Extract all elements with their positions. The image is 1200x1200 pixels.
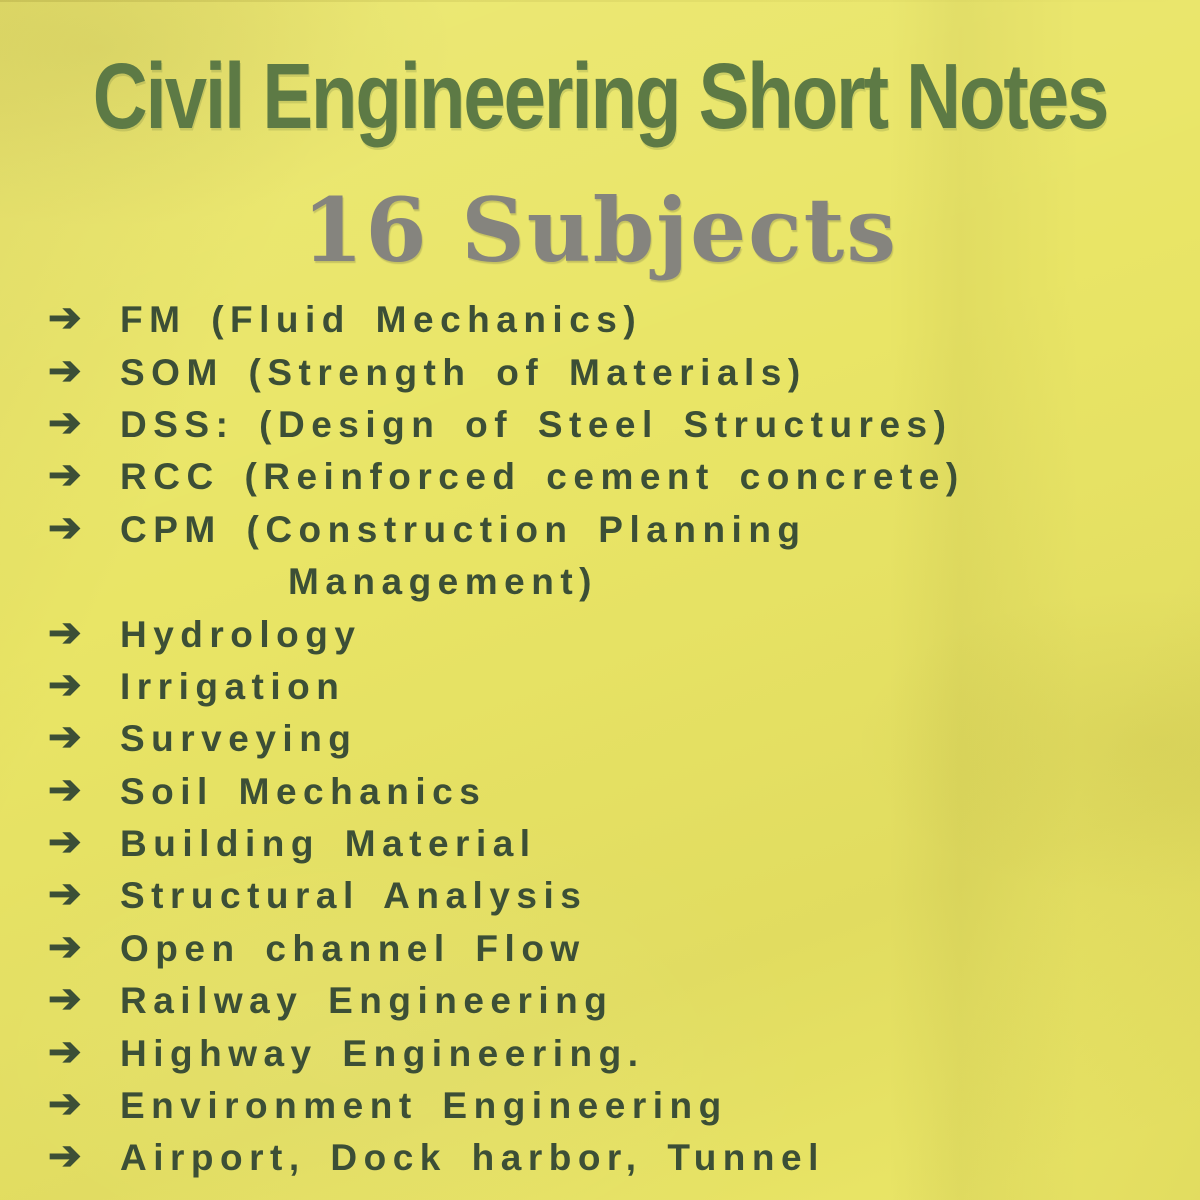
arrow-icon: ➔	[48, 1029, 82, 1074]
subject-item	[48, 923, 1170, 975]
subject-label: Highway Engineering.	[120, 1032, 645, 1074]
arrow-icon: ➔	[48, 872, 82, 917]
arrow-icon: ➔	[48, 348, 82, 393]
arrow-icon: ➔	[48, 767, 82, 812]
arrow-icon: ➔	[48, 715, 82, 760]
subject-label: Building Material	[120, 823, 537, 865]
subject-item	[48, 451, 1170, 503]
subject-item	[48, 975, 1170, 1027]
subject-item-continuation	[48, 556, 1170, 608]
subject-label: Airport, Dock harbor, Tunnel	[120, 1137, 825, 1179]
subject-label: FM (Fluid Mechanics)	[120, 299, 643, 341]
subject-item	[48, 608, 1170, 660]
arrow-icon: ➔	[48, 1134, 82, 1179]
subject-label: Management)	[288, 561, 598, 603]
subject-item	[48, 399, 1170, 451]
subject-label: RCC (Reinforced cement concrete)	[120, 456, 965, 498]
subject-label: Structural Analysis	[120, 875, 588, 917]
paper-crease	[0, 0, 1200, 2]
subject-item	[48, 818, 1170, 870]
subject-label: Railway Engineering	[120, 980, 614, 1022]
subject-item	[48, 294, 1170, 346]
subject-item	[48, 1132, 1170, 1184]
subject-label: Soil Mechanics	[120, 770, 487, 812]
subject-item	[48, 504, 1170, 556]
arrow-icon: ➔	[48, 400, 82, 445]
subject-item	[48, 766, 1170, 818]
arrow-icon: ➔	[48, 505, 82, 550]
subject-label: Environment Engineering	[120, 1085, 728, 1127]
arrow-icon: ➔	[48, 296, 82, 341]
arrow-icon: ➔	[48, 977, 82, 1022]
subjects-list	[48, 294, 1170, 1185]
subject-item	[48, 1027, 1170, 1079]
subject-item	[48, 346, 1170, 398]
arrow-icon: ➔	[48, 610, 82, 655]
poster-title: Civil Engineering Short Notes	[92, 45, 1108, 149]
subject-item	[48, 1080, 1170, 1132]
arrow-icon: ➔	[48, 662, 82, 707]
poster-subtitle: 16 Subjects	[302, 178, 898, 282]
subject-label: Hydrology	[120, 613, 362, 655]
arrow-icon: ➔	[48, 1082, 82, 1127]
subject-label: SOM (Strength of Materials)	[120, 351, 807, 393]
arrow-icon: ➔	[48, 453, 82, 498]
subject-item	[48, 661, 1170, 713]
arrow-icon: ➔	[48, 820, 82, 865]
subject-label: Irrigation	[120, 665, 346, 707]
subject-item	[48, 713, 1170, 765]
subject-label: DSS: (Design of Steel Structures)	[120, 403, 953, 445]
subject-item	[48, 870, 1170, 922]
arrow-icon: ➔	[48, 924, 82, 969]
subject-label: Surveying	[120, 718, 358, 760]
subject-label: CPM (Construction Planning	[120, 508, 807, 550]
subject-label: Open channel Flow	[120, 927, 586, 969]
